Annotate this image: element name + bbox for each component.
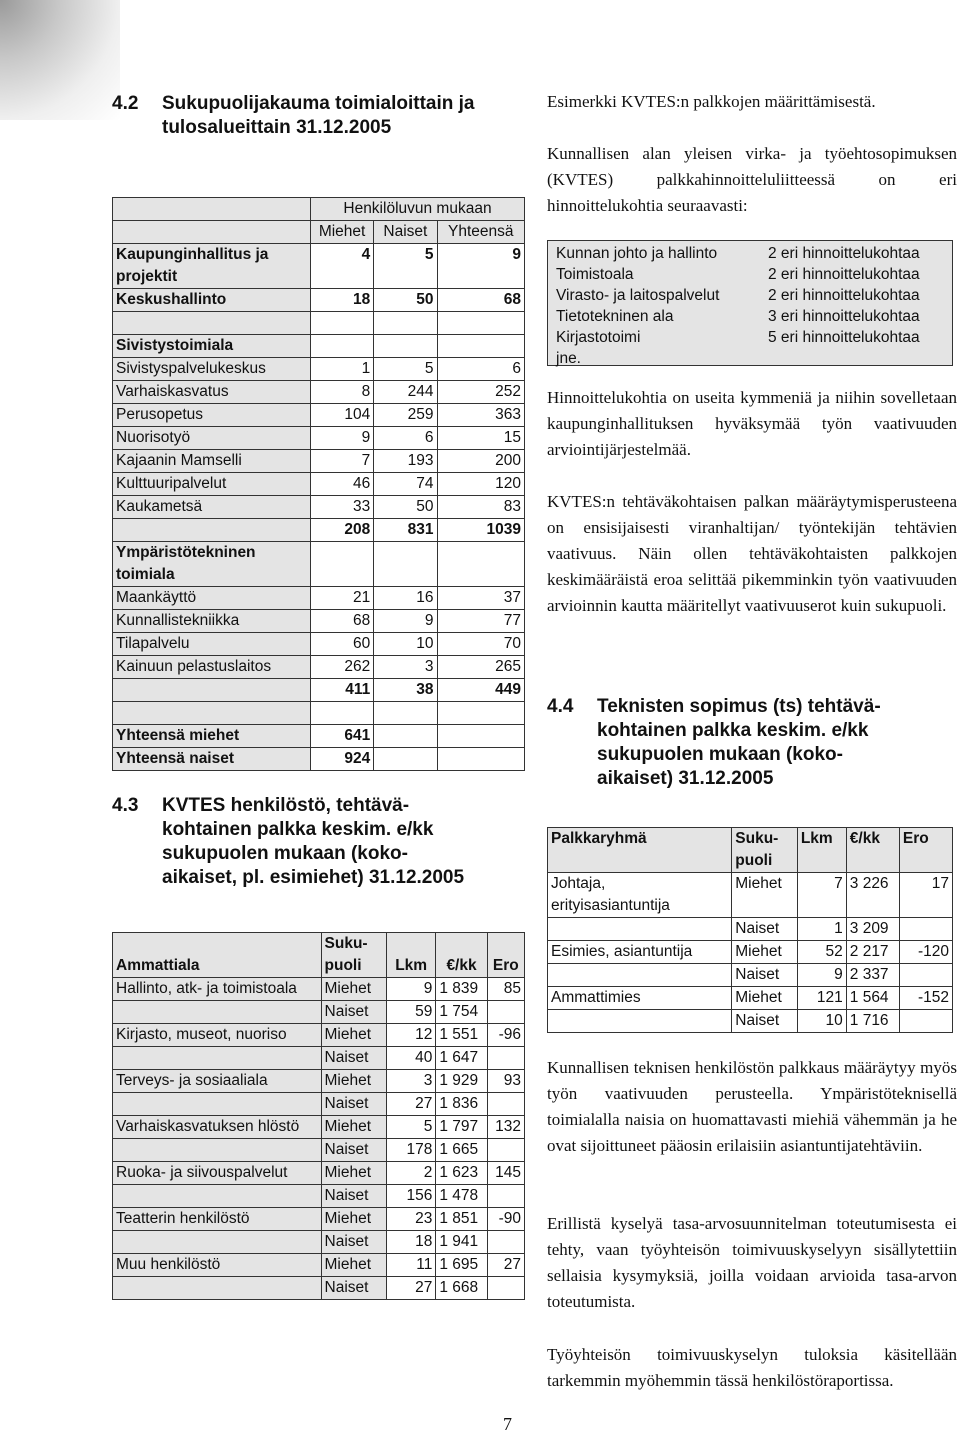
cell-naiset [374,335,437,358]
row-label: Yhteensä miehet [113,725,311,748]
heading-line: KVTES henkilöstö, tehtävä- [162,795,410,816]
cell-lkm: 156 [386,1185,435,1208]
cell-miehet: 1 [310,358,373,381]
section-number: 4.3 [112,795,139,816]
cell-ammattiala: Kirjasto, museot, nuoriso [113,1024,322,1047]
table-row [113,656,525,679]
cell-miehet: 18 [310,289,373,312]
cell-miehet: 208 [310,519,373,542]
table-row [113,1070,525,1093]
cell-lkm: 11 [386,1254,435,1277]
table-row [113,289,525,312]
cell-miehet: 60 [310,633,373,656]
cell-naiset: 50 [374,496,437,519]
cell-miehet [310,335,373,358]
cell-ero [487,1047,524,1070]
cell-ero: -90 [487,1208,524,1231]
cell-eur-kk: 3 226 [846,873,899,918]
cell-lkm: 10 [797,1010,846,1033]
cell-naiset [374,542,437,587]
cell-sukupuoli: Miehet [321,978,386,1001]
box-item: Kirjastotoimi [556,329,641,346]
cell-lkm: 52 [797,941,846,964]
cell-sukupuoli: Naiset [321,1047,386,1070]
table-row [113,496,525,519]
cell-sukupuoli: Naiset [321,1139,386,1162]
cell-eur-kk: 1 836 [436,1093,487,1116]
cell-palkkaryhma: Johtaja, erityisasiantuntija [548,873,732,918]
row-label: Kulttuuripalvelut [113,473,311,496]
cell-sukupuoli: Miehet [321,1024,386,1047]
table-row [113,1277,525,1300]
cell-lkm: 27 [386,1093,435,1116]
cell-ero [899,1010,952,1033]
cell-sukupuoli: Naiset [321,1185,386,1208]
table-row [113,1093,525,1116]
pricing-points-box [547,240,953,366]
cell-ero [487,1231,524,1254]
cell-yhteensa: 15 [437,427,524,450]
cell-naiset [374,725,437,748]
box-left-column [556,243,719,369]
section-4-2-heading [112,92,532,140]
cell-eur-kk: 1 695 [436,1254,487,1277]
cell-eur-kk: 1 623 [436,1162,487,1185]
col-header: Ero [487,933,524,978]
cell-lkm: 7 [797,873,846,918]
cell-ero [487,1185,524,1208]
table-row [113,1116,525,1139]
table-row [113,519,525,542]
row-label: Kainuun pelastuslaitos [113,656,311,679]
cell-miehet: 411 [310,679,373,702]
cell-sukupuoli: Naiset [732,1010,798,1033]
table-row [113,1208,525,1231]
cell-sukupuoli: Miehet [321,1070,386,1093]
table-row [113,587,525,610]
cell-eur-kk: 1 851 [436,1208,487,1231]
cell-ammattiala [113,1185,322,1208]
heading-line: kohtainen palkka keskim. e/kk [597,720,869,741]
cell-eur-kk: 1 754 [436,1001,487,1024]
section-4-3-heading [112,794,532,890]
cell-sukupuoli: Miehet [732,987,798,1010]
cell-miehet [310,542,373,587]
cell-eur-kk: 1 564 [846,987,899,1010]
heading-line: Teknisten sopimus (ts) tehtävä- [597,696,881,717]
cell-yhteensa [437,748,524,771]
cell-yhteensa: 1039 [437,519,524,542]
cell-eur-kk: 1 941 [436,1231,487,1254]
cell-ero: 93 [487,1070,524,1093]
cell-yhteensa: 70 [437,633,524,656]
cell-sukupuoli: Naiset [732,964,798,987]
cell-miehet [310,312,373,335]
cell-eur-kk: 1 797 [436,1116,487,1139]
cell-yhteensa: 363 [437,404,524,427]
cell-naiset: 16 [374,587,437,610]
kvtes-salary-table [112,932,525,1300]
cell-miehet: 262 [310,656,373,679]
cell-naiset: 9 [374,610,437,633]
cell-miehet: 7 [310,450,373,473]
col-header: Suku-puoli [732,828,798,873]
table-row [113,473,525,496]
cell-miehet: 33 [310,496,373,519]
cell-ammattiala [113,1277,322,1300]
paragraph: Kunnallisen teknisen henkilöstön palkkaus määräytyy myös työn vaativuuden perusteella. Ympäristöteknisellä toimialalla naisia on huomattavasti miehiä vähemmän ja he ovat sijoittuneet pääosin erilaisiin asiantuntijatehtäviin. [547,1058,957,1155]
cell-miehet [310,702,373,725]
cell-miehet: 9 [310,427,373,450]
cell-miehet: 924 [310,748,373,771]
cell-palkkaryhma: Ammattimies [548,987,732,1010]
row-label: Kajaanin Mamselli [113,450,311,473]
cell-sukupuoli: Miehet [321,1208,386,1231]
box-item: Kunnan johto ja hallinto [556,245,718,262]
col-header: Lkm [386,933,435,978]
corner-shading [0,0,120,120]
cell-eur-kk: 1 839 [436,978,487,1001]
col-header: €/kk [436,933,487,978]
cell-naiset: 193 [374,450,437,473]
row-label: Kunnallistekniikka [113,610,311,633]
cell-ero: 132 [487,1116,524,1139]
cell-lkm: 9 [386,978,435,1001]
table-row [548,873,953,918]
cell-naiset: 5 [374,244,437,289]
row-label: Kaupunginhallitus ja projektit [113,244,311,289]
row-label: Varhaiskasvatus [113,381,311,404]
row-label: Keskushallinto [113,289,311,312]
cell-sukupuoli: Naiset [321,1277,386,1300]
table-row [113,748,525,771]
cell-eur-kk: 1 478 [436,1185,487,1208]
cell-eur-kk: 1 716 [846,1010,899,1033]
table-row [548,941,953,964]
cell-naiset: 50 [374,289,437,312]
table-row [113,450,525,473]
cell-sukupuoli: Naiset [321,1093,386,1116]
cell-lkm: 59 [386,1001,435,1024]
row-label: Sivistystoimiala [113,335,311,358]
cell-naiset [374,748,437,771]
table-row [113,1024,525,1047]
row-label [113,679,311,702]
cell-miehet: 8 [310,381,373,404]
box-item: 2 eri hinnoittelukohtaa [768,287,920,304]
table-row [113,381,525,404]
cell-eur-kk: 1 668 [436,1277,487,1300]
table-row [113,358,525,381]
table-row [113,1001,525,1024]
col-header: Palkkaryhmä [548,828,732,873]
cell-naiset: 10 [374,633,437,656]
cell-lkm: 18 [386,1231,435,1254]
cell-miehet: 46 [310,473,373,496]
paragraph: Erillistä kyselyä tasa-arvosuunnitelman toteutumisesta ei tehty, vaan työyhteisön toimivuuskyselyyn sisällytettiin sellaisia kysymyksiä, joilla voidaan arvioida tasa-arvon toteutumista. [547,1214,957,1311]
cell-ero: 27 [487,1254,524,1277]
cell-ero [899,964,952,987]
cell-ammattiala [113,1047,322,1070]
page-number: 7 [503,1414,512,1434]
row-label: Sivistyspalvelukeskus [113,358,311,381]
cell-sukupuoli: Miehet [732,941,798,964]
cell-yhteensa [437,312,524,335]
cell-ero: -120 [899,941,952,964]
box-item: jne. [556,350,581,367]
table-row [113,1047,525,1070]
cell-ero [899,918,952,941]
paragraph: KVTES:n tehtäväkohtaisen palkan määräytymisperusteena on ensisijaisesti viranhaltijan/ työntekijän tehtävien vaativuus. Näin ollen tehtäväkohtaisten palkkojen keskimääräistä eroa selittää pikemminkin työn vaativuuden arvioinnin kautta määritellyt vaativuuserot kuin sukupuoli. [547,492,957,615]
cell-naiset [374,702,437,725]
cell-miehet: 21 [310,587,373,610]
cell-ammattiala: Terveys- ja sosiaaliala [113,1070,322,1093]
table-row [113,610,525,633]
cell-lkm: 40 [386,1047,435,1070]
row-label: Yhteensä naiset [113,748,311,771]
row-label: Ympäristötekninen toimiala [113,542,311,587]
cell-yhteensa [437,335,524,358]
cell-yhteensa: 83 [437,496,524,519]
table-row [113,633,525,656]
cell-lkm: 12 [386,1024,435,1047]
cell-ammattiala [113,1093,322,1116]
cell-ero [487,1277,524,1300]
col-header: Ero [899,828,952,873]
row-label: Nuorisotyö [113,427,311,450]
cell-ammattiala: Varhaiskasvatuksen hlöstö [113,1116,322,1139]
cell-naiset: 74 [374,473,437,496]
table-row [548,918,953,941]
cell-eur-kk: 1 929 [436,1070,487,1093]
row-label: Perusopetus [113,404,311,427]
cell-ero [487,1139,524,1162]
cell-yhteensa: 200 [437,450,524,473]
box-item: 2 eri hinnoittelukohtaa [768,245,920,262]
col-header: Miehet [310,221,373,244]
cell-ammattiala [113,1231,322,1254]
cell-miehet: 4 [310,244,373,289]
section-number: 4.4 [547,696,574,717]
paragraph: Kunnallisen alan yleisen virka- ja työehtosopimuksen (KVTES) palkkahinnoitteluliitteessä on eri hinnoittelukohtia seuraavasti: [547,144,957,215]
empty-cell [113,221,311,244]
table-row [113,335,525,358]
cell-naiset: 831 [374,519,437,542]
cell-palkkaryhma [548,964,732,987]
cell-sukupuoli: Naiset [321,1231,386,1254]
cell-eur-kk: 3 209 [846,918,899,941]
cell-lkm: 121 [797,987,846,1010]
row-label: Tilapalvelu [113,633,311,656]
cell-palkkaryhma [548,918,732,941]
cell-lkm: 178 [386,1139,435,1162]
cell-sukupuoli: Miehet [321,1254,386,1277]
box-item: 3 eri hinnoittelukohtaa [768,308,920,325]
empty-cell [113,198,311,221]
cell-yhteensa [437,542,524,587]
cell-yhteensa: 6 [437,358,524,381]
table-row [113,542,525,587]
cell-lkm: 5 [386,1116,435,1139]
section-4-4-heading [547,695,957,791]
cell-ero [487,1093,524,1116]
heading-line: kohtainen palkka keskim. e/kk [162,819,434,840]
cell-sukupuoli: Miehet [321,1162,386,1185]
col-header: Lkm [797,828,846,873]
cell-naiset [374,312,437,335]
row-label: Maankäyttö [113,587,311,610]
col-header: Ammattiala [113,933,322,978]
paragraph: Hinnoittelukohtia on useita kymmeniä ja niihin sovelletaan kaupunginhallituksen hyväksymää työn vaativuuden arviointijärjestelmää. [547,388,957,459]
cell-yhteensa: 77 [437,610,524,633]
heading-line: sukupuolen mukaan (koko- [162,843,408,864]
table-row [113,244,525,289]
cell-ammattiala: Teatterin henkilöstö [113,1208,322,1231]
header-henkiloluku: Henkilöluvun mukaan [310,198,524,221]
box-right-column [768,243,920,348]
row-label [113,312,311,335]
table-row [548,1010,953,1033]
cell-sukupuoli: Naiset [321,1001,386,1024]
cell-eur-kk: 1 647 [436,1047,487,1070]
cell-naiset: 259 [374,404,437,427]
table-row [113,702,525,725]
cell-naiset: 5 [374,358,437,381]
cell-palkkaryhma: Esimies, asiantuntija [548,941,732,964]
heading-line: Sukupuolijakauma toimialoittain ja [162,93,475,114]
cell-eur-kk: 2 217 [846,941,899,964]
col-header: Suku-puoli [321,933,386,978]
box-item: 5 eri hinnoittelukohtaa [768,329,920,346]
table-row [113,1162,525,1185]
cell-ammattiala: Muu henkilöstö [113,1254,322,1277]
cell-ero: 85 [487,978,524,1001]
cell-yhteensa: 252 [437,381,524,404]
table-row [113,725,525,748]
cell-naiset: 6 [374,427,437,450]
cell-palkkaryhma [548,1010,732,1033]
cell-eur-kk: 1 665 [436,1139,487,1162]
cell-yhteensa: 9 [437,244,524,289]
cell-ero [487,1001,524,1024]
cell-eur-kk: 2 337 [846,964,899,987]
cell-sukupuoli: Miehet [321,1116,386,1139]
cell-ammattiala: Ruoka- ja siivouspalvelut [113,1162,322,1185]
row-label [113,702,311,725]
cell-lkm: 23 [386,1208,435,1231]
cell-eur-kk: 1 551 [436,1024,487,1047]
cell-naiset: 3 [374,656,437,679]
paragraph: Esimerkki KVTES:n palkkojen määrittämisestä. [547,92,876,111]
cell-naiset: 244 [374,381,437,404]
table-row [113,1254,525,1277]
table-row [113,1231,525,1254]
cell-ero: 145 [487,1162,524,1185]
cell-sukupuoli: Naiset [732,918,798,941]
table-row [113,404,525,427]
cell-yhteensa [437,725,524,748]
box-item: Tietotekninen ala [556,308,674,325]
heading-line: aikaiset, pl. esimiehet) 31.12.2005 [162,867,465,888]
technical-salary-table [547,827,953,1033]
heading-line: sukupuolen mukaan (koko- [597,744,843,765]
col-header: Yhteensä [437,221,524,244]
cell-naiset: 38 [374,679,437,702]
cell-ammattiala [113,1139,322,1162]
heading-line: tulosalueittain 31.12.2005 [162,117,392,138]
row-label [113,519,311,542]
cell-yhteensa: 120 [437,473,524,496]
table-row [113,427,525,450]
col-header: €/kk [846,828,899,873]
cell-yhteensa [437,702,524,725]
cell-lkm: 1 [797,918,846,941]
box-item: Toimistoala [556,266,634,283]
cell-miehet: 641 [310,725,373,748]
cell-lkm: 3 [386,1070,435,1093]
cell-sukupuoli: Miehet [732,873,798,918]
cell-ammattiala: Hallinto, atk- ja toimistoala [113,978,322,1001]
cell-ero: 17 [899,873,952,918]
cell-yhteensa: 265 [437,656,524,679]
cell-yhteensa: 68 [437,289,524,312]
heading-line: aikaiset) 31.12.2005 [597,768,774,789]
table-row [548,964,953,987]
cell-miehet: 68 [310,610,373,633]
box-item: 2 eri hinnoittelukohtaa [768,266,920,283]
cell-lkm: 27 [386,1277,435,1300]
table-row [113,679,525,702]
cell-yhteensa: 449 [437,679,524,702]
cell-miehet: 104 [310,404,373,427]
section-number: 4.2 [112,93,139,114]
cell-lkm: 9 [797,964,846,987]
cell-ero: -96 [487,1024,524,1047]
box-item: Virasto- ja laitospalvelut [556,287,720,304]
table-row [113,978,525,1001]
table-row [113,312,525,335]
table-row [548,987,953,1010]
table-row [113,1185,525,1208]
cell-ammattiala [113,1001,322,1024]
cell-yhteensa: 37 [437,587,524,610]
row-label: Kaukametsä [113,496,311,519]
cell-ero: -152 [899,987,952,1010]
col-header: Naiset [374,221,437,244]
table-row [113,1139,525,1162]
staff-count-table [112,197,525,771]
cell-lkm: 2 [386,1162,435,1185]
paragraph: Työyhteisön toimivuuskyselyn tuloksia käsitellään tarkemmin myöhemmin tässä henkilöstöraportissa. [547,1345,957,1390]
